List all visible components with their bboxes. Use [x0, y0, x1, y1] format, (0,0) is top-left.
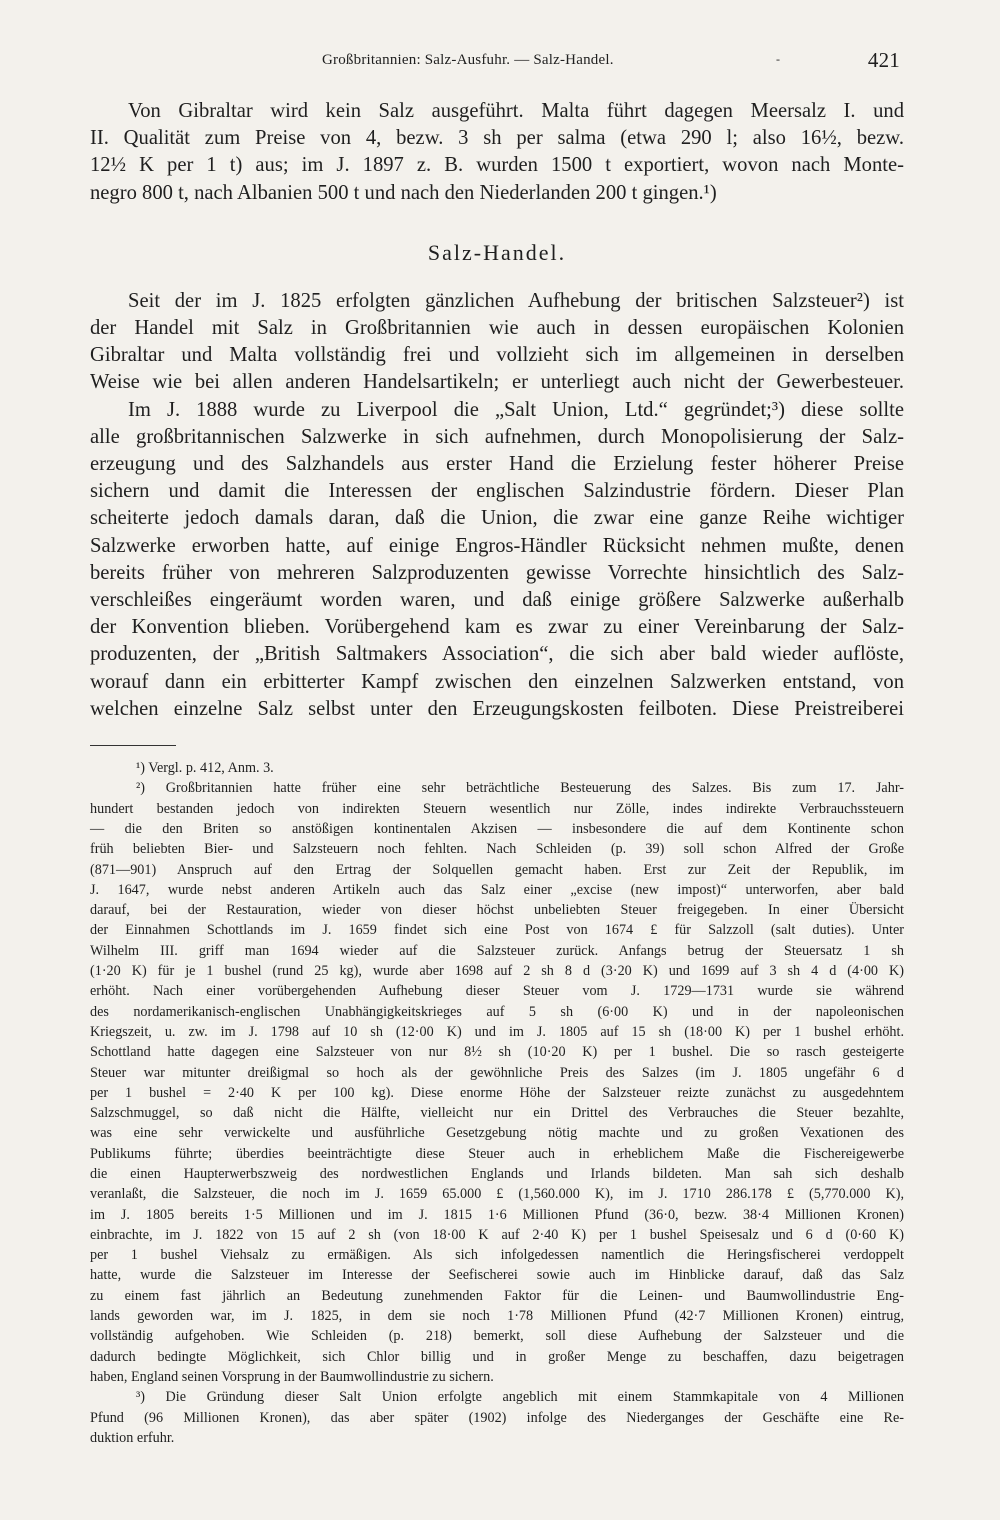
footnote-line: per 1 bushel Viehsalz zu ermäßigen. Als sich infolgedessen namentlich die Heringsfischerei verdoppelt [90, 1247, 904, 1264]
running-head-title: Großbritannien: Salz-Ausfuhr. — Salz-Handel. [322, 52, 614, 68]
intro-paragraph [90, 98, 904, 207]
running-head-mark: - [776, 52, 781, 66]
footnote-line: der Einnahmen Schottlands im J. 1659 findet sich eine Post von 1674 £ für Salzzoll (salt duties). Unter [90, 922, 904, 939]
paragraph-2 [90, 397, 904, 723]
text-line: Von Gibraltar wird kein Salz ausgeführt. Malta führt dagegen Meersalz I. und [128, 100, 904, 122]
text-line: alle großbritannischen Salzwerke in sich aufnehmen, durch Monopolisierung der Salz- [90, 425, 904, 448]
footnote-line: Wilhelm III. griff man 1694 wieder auf die Salzsteuer zurück. Anfangs betrug der Steuersatz 1 sh [90, 942, 904, 959]
text-line: Salzwerke erworben hatte, auf einige Engros-Händler Rücksicht nehmen mußte, denen [90, 534, 904, 557]
text-line: Weise wie bei allen anderen Handelsartikeln; er unterliegt auch nicht der Gewerbesteuer. [90, 371, 904, 394]
footnote-line: hundert bestanden jedoch von indirekten Steuern wesentlich nur Zölle, indes indirekte Verbrauchssteuern [90, 800, 904, 817]
footnote-line: des nordamerikanisch-englischen Unabhängigkeitskrieges auf 5 sh (6·00 K) und in der napoleonischen [90, 1003, 904, 1020]
footnote-line: lands geworden war, im J. 1825, in dem sie noch 1·78 Millionen Pfund (42·7 Millionen Kronen) eintrug, [90, 1308, 904, 1325]
paragraph-1 [90, 288, 904, 397]
text-line: welchen einzelne Salz selbst unter den Erzeugungskosten feilboten. Diese Preistreiberei [90, 697, 904, 720]
text-line: bereits früher von mehreren Salzproduzenten gewisse Vorrechte hinsichtlich des Salz- [90, 561, 904, 584]
text-line: sichern und damit die Interessen der englischen Salzindustrie fördern. Dieser Plan [90, 480, 904, 503]
footnote-line: Kriegszeit, u. zw. im J. 1798 auf 10 sh (12·00 K) und im J. 1805 auf 15 sh (18·00 K) per 1 bushel erhöht. [90, 1023, 904, 1040]
footnote-line: darauf, bei der Restauration, wieder von dieser höchst unbeliebten Steuer freigegeben. In einer Übersicht [90, 902, 904, 919]
text-line: negro 800 t, nach Albanien 500 t und nach den Niederlanden 200 t gingen.¹) [90, 181, 717, 204]
page-number: 421 [867, 48, 900, 72]
text-line: erzeugung und des Salzhandels aus erster Hand die Erzielung fester höherer Preise [90, 453, 904, 476]
footnote-line: veranlaßt, die Salzsteuer, die noch im J. 1659 65.000 £ (1,560.000 K), im J. 1710 286.178 £ (5,770.000 K), [90, 1186, 904, 1203]
footnote-divider [90, 745, 176, 746]
text-line: scheiterte jedoch damals daran, daß die Union, die zwar eine ganze Reihe wichtiger [90, 507, 904, 530]
section-heading: Salz-Handel. [427, 239, 567, 265]
footnote-2 [90, 778, 904, 1387]
footnote-line: zu einem fast jährlich an Bedeutung zunehmenden Faktor für die Leinen- und Baumwollindustrie Eng- [90, 1287, 904, 1304]
footnote-line: früh beliebten Bier- und Salzsteuern noch fehlten. Nach Schleiden (p. 39) soll schon Alfred der Große [90, 841, 904, 858]
footnote-line: ¹) Vergl. p. 412, Anm. 3. [136, 760, 274, 777]
footnote-line: Schottland hatte dagegen eine Salzsteuer von nur 8½ sh (10·20 K) per 1 bushel. Die so rasch gesteigerte [90, 1044, 904, 1061]
footnote-line: dadurch bedingte Möglichkeit, sich Chlor billig und in großer Menge zu beschaffen, dazu beigetragen [90, 1348, 904, 1365]
footnote-line: hatte, wurde die Salzsteuer im Interesse der Seefischerei sowie auch im Hinblicke darauf, daß das Salz [90, 1267, 904, 1284]
text-line: verschleißes eingeräumt worden waren, und daß einige größere Salzwerke außerhalb [90, 589, 904, 612]
text-line: Gibraltar und Malta vollständig frei und vollzieht sich im allgemeinen in derselben [90, 344, 904, 367]
footnote-line: duktion erfuhr. [90, 1429, 175, 1446]
footnote-line: Pfund (96 Millionen Kronen), das aber später (1902) infolge des Niederganges der Geschäfte eine Re- [90, 1409, 904, 1426]
footnote-line: vollständig aufgehoben. Wie Schleiden (p. 218) bemerkt, soll diese Aufhebung der Salzsteuer und die [90, 1328, 904, 1345]
text-line: worauf dann ein erbitterter Kampf zwischen den einzelnen Salzwerken entstand, von [90, 670, 904, 693]
page [90, 48, 904, 1448]
footnote-line: Salzschmuggel, so daß nicht die Hälfte, vielleicht nur ein Drittel des Verbrauches die Steuer bezahlte, [90, 1105, 904, 1122]
footnote-1 [90, 758, 904, 778]
running-head [90, 48, 904, 78]
footnote-line: haben, England seinen Vorsprung in der Baumwollindustrie zu sichern. [90, 1368, 494, 1385]
footnote-line: ²) Großbritannien hatte früher eine sehr beträchtliche Besteuerung des Salzes. Bis zum 17. Jahr- [136, 780, 904, 797]
footnote-line: per 1 bushel = 2·40 K per 100 kg). Diese enorme Höhe der Salzsteuer reizte zunächst zu ausgedehntem [90, 1084, 904, 1101]
footnote-line: (871—901) Anspruch auf den Ertrag der Solquellen gemacht haben. Erst zur Zeit der Republik, im [90, 861, 904, 878]
footnote-line: die einen Haupterwerbszweig des nordwestlichen Englands und Irlands bildeten. Man sah sich deshalb [90, 1166, 904, 1182]
footnote-line: — die den Briten so anstößigen kontinentalen Akzisen — insbesondere die auf dem Kontinente schon [90, 820, 904, 837]
footnote-line: J. 1647, wurde nebst anderen Artikeln auch das Salz einer „excise (new impost)“ unterworfen, aber bald [90, 881, 904, 898]
text-line: II. Qualität zum Preise von 4, bezw. 3 sh per salma (etwa 290 l; also 16½, bezw. [90, 127, 904, 150]
footnote-line: erhöht. Nach einer vorübergehenden Aufhebung dieser Steuer vom J. 1729—1731 wurde sie während [90, 983, 904, 1000]
text-line: 12½ K per 1 t) aus; im J. 1897 z. B. wurden 1500 t exportiert, wovon nach Monte- [90, 154, 904, 177]
footnote-line: einbrachte, im J. 1822 von 15 auf 2 sh (von 18·00 K auf 2·40 K) per 1 bushel Speisesalz und 6 d (0·60 K) [90, 1226, 904, 1243]
footnote-line: Publikums führte; überdies beeinträchtigte diese Steuer auch in erheblichem Maße die Fischereigewerbe [90, 1145, 904, 1162]
text-line: Seit der im J. 1825 erfolgten gänzlichen Aufhebung der britischen Salzsteuer²) ist [128, 289, 904, 312]
footnote-line: Steuer war mitunter dreißigmal so hoch als der gewöhnliche Preis des Salzes (im J. 1805 ungefähr 6 d [90, 1064, 904, 1081]
footnote-line: im J. 1805 bereits 1·5 Millionen und im J. 1815 1·6 Millionen Pfund (36·0, bezw. 38·4 Millionen Kronen) [90, 1206, 904, 1223]
text-line: der Handel mit Salz in Großbritannien wie auch in dessen europäischen Kolonien [90, 317, 904, 340]
footnote-line: was eine sehr verwickelte und ausführliche Gesetzgebung nötig machte und zu großen Vexationen des [90, 1125, 904, 1142]
footnote-line: ³) Die Gründung dieser Salt Union erfolgte angeblich mit einem Stammkapitale von 4 Millionen [136, 1389, 904, 1406]
text-line: produzenten, der „British Saltmakers Association“, die sich aber bald wieder auflöste, [90, 643, 904, 666]
text-line: der Konvention blieben. Vorübergehend kam es zwar zu einer Vereinbarung der Salz- [90, 616, 904, 639]
footnote-3 [90, 1387, 904, 1448]
footnote-line: (1·20 K) für je 1 bushel (rund 25 kg), wurde aber 1698 auf 2 sh 8 d (3·20 K) und 1699 auf 3 sh 4 d (4·00 K) [90, 963, 904, 980]
text-line: Im J. 1888 wurde zu Liverpool die „Salt Union, Ltd.“ gegründet;³) diese sollte [128, 398, 904, 421]
